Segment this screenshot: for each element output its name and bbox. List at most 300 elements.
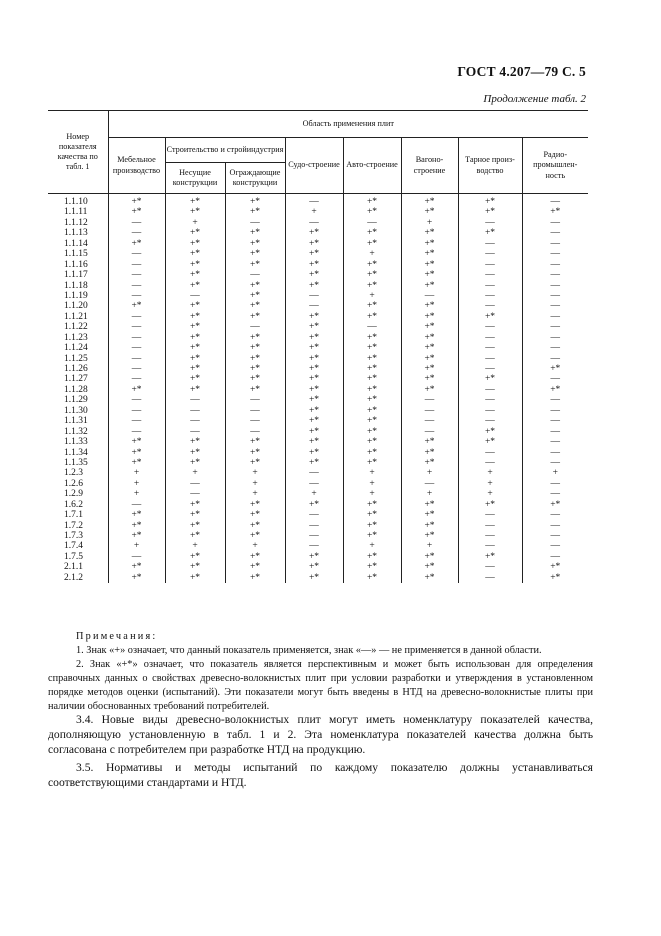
- table-cell: —: [401, 416, 458, 426]
- table-cell: —: [108, 364, 165, 374]
- table-cell: +*: [225, 500, 285, 510]
- table-cell: +*: [401, 364, 458, 374]
- table-cell: +*: [343, 239, 401, 249]
- table-cell: —: [522, 291, 588, 301]
- table-cell: +*: [285, 249, 343, 259]
- table-cell: +*: [343, 374, 401, 384]
- table-cell: —: [285, 218, 343, 228]
- table-cell: —: [285, 291, 343, 301]
- table-row: [48, 218, 588, 228]
- table-cell: +*: [225, 249, 285, 259]
- table-cell: —: [522, 531, 588, 541]
- table-cell: —: [165, 395, 225, 405]
- table-cell: —: [165, 427, 225, 437]
- table-cell: +*: [401, 385, 458, 395]
- table-cell: +*: [401, 510, 458, 520]
- table-cell: +*: [165, 458, 225, 468]
- table-cell: +*: [522, 500, 588, 510]
- table-cell: +*: [343, 343, 401, 353]
- table-cell: +*: [343, 427, 401, 437]
- table-cell: —: [458, 364, 522, 374]
- table-cell: —: [522, 218, 588, 228]
- table-cell: +*: [343, 354, 401, 364]
- col-construction-header: Строительство и стройиндустрия: [165, 138, 285, 163]
- table-cell: —: [165, 479, 225, 489]
- page-header: ГОСТ 4.207—79 С. 5: [457, 64, 586, 79]
- table-cell: —: [108, 228, 165, 238]
- table-cell: —: [401, 479, 458, 489]
- table-cell: +: [108, 541, 165, 551]
- table-cell: +*: [343, 194, 401, 208]
- table-cell: +: [343, 489, 401, 499]
- table-cell: +*: [458, 552, 522, 562]
- table-cell: —: [522, 395, 588, 405]
- table-cell: +*: [108, 301, 165, 311]
- row-index-cell: 1.7.1: [64, 510, 83, 521]
- table-cell: +*: [108, 239, 165, 249]
- table-cell: +*: [343, 395, 401, 405]
- table-cell: +*: [285, 573, 343, 583]
- table-cell: +*: [401, 249, 458, 259]
- table-cell: —: [458, 281, 522, 291]
- table-row: [48, 312, 588, 322]
- table-cell: +*: [225, 531, 285, 541]
- table-cell: +*: [401, 301, 458, 311]
- table-cell: +*: [458, 194, 522, 208]
- col-radio-header: Радио-промышлен-ность: [522, 138, 588, 194]
- table-row: [48, 249, 588, 259]
- row-index-cell: 1.1.19: [64, 290, 88, 301]
- table-cell: +*: [165, 281, 225, 291]
- table-cell: —: [522, 260, 588, 270]
- table-cell: —: [343, 218, 401, 228]
- table-cell: —: [343, 322, 401, 332]
- table-row: [48, 500, 588, 510]
- row-index-cell: 1.7.4: [64, 541, 83, 552]
- table-cell: —: [401, 406, 458, 416]
- table-cell: —: [225, 406, 285, 416]
- table-cell: +*: [165, 322, 225, 332]
- table-cell: +*: [522, 573, 588, 583]
- row-index-cell: 1.1.22: [64, 322, 88, 333]
- table-cell: +: [401, 468, 458, 478]
- table-cell: +*: [165, 270, 225, 280]
- col-wagon-header: Вагоно-строение: [401, 138, 458, 194]
- note-2: 2. Знак «+*» означает, что показатель является перспективным и может быть использован для определения справочных данных о свойствах древесно-волокнистых плит при условии разработки и утверждения в установленном порядке методов оценки (испытаний). Эти показатели могут быть введены в НТД на древесно-волокнистые плиты при наличии обоснованных требований потребителей.: [48, 659, 593, 712]
- table-cell: +*: [165, 239, 225, 249]
- table-cell: —: [108, 374, 165, 384]
- table-cell: —: [108, 291, 165, 301]
- table-cell: —: [522, 194, 588, 208]
- table-cell: —: [458, 218, 522, 228]
- row-index-cell: 1.1.23: [64, 332, 88, 343]
- body-paragraphs: [48, 712, 593, 793]
- paragraph-3-4: 3.4. Новые виды древесно-волокнистых плит могут иметь номенклатуру показателей качества, дополняющую установленную в табл. 1 и 2. Эта номенклатура показателей качества должна быть согласована с потребителем при разработке НТД на продукцию.: [48, 713, 593, 756]
- table-cell: —: [285, 468, 343, 478]
- table-cell: +*: [401, 521, 458, 531]
- table-cell: +*: [401, 260, 458, 270]
- table-row: [48, 552, 588, 562]
- table-cell: +*: [225, 552, 285, 562]
- table-cell: +: [108, 479, 165, 489]
- paragraph-3-5: 3.5. Нормативы и методы испытаний по каждому показателю должны устанавливаться соответствующими стандартами и НТД.: [48, 761, 593, 789]
- area-header: Область применения плит: [108, 111, 588, 138]
- table-cell: +*: [343, 437, 401, 447]
- table-cell: +*: [225, 194, 285, 208]
- row-index-cell: 1.1.28: [64, 384, 88, 395]
- table-cell: —: [522, 489, 588, 499]
- table-cell: +*: [401, 343, 458, 353]
- table-cell: +*: [165, 531, 225, 541]
- table-cell: +*: [108, 562, 165, 572]
- table-cell: +*: [343, 260, 401, 270]
- table-cell: —: [165, 291, 225, 301]
- row-index-cell: 1.1.11: [64, 207, 88, 218]
- row-index-cell: 1.1.34: [64, 447, 88, 458]
- table-cell: —: [522, 249, 588, 259]
- table-cell: +*: [165, 552, 225, 562]
- table-cell: —: [458, 573, 522, 583]
- table-row: [48, 270, 588, 280]
- table-cell: +*: [165, 207, 225, 217]
- table-cell: +*: [401, 281, 458, 291]
- table-cell: +*: [343, 552, 401, 562]
- table-cell: +: [458, 468, 522, 478]
- table-cell: +*: [108, 194, 165, 208]
- table-cell: —: [108, 395, 165, 405]
- table-cell: —: [108, 312, 165, 322]
- table-cell: —: [401, 427, 458, 437]
- table-cell: —: [522, 374, 588, 384]
- table-row: [48, 521, 588, 531]
- table-cell: +*: [165, 500, 225, 510]
- table-row: [48, 437, 588, 447]
- col-auto-header: Авто-строение: [343, 138, 401, 194]
- table-cell: —: [108, 354, 165, 364]
- table-cell: +*: [285, 395, 343, 405]
- table-cell: +*: [401, 322, 458, 332]
- row-index-cell: 2.1.1: [64, 562, 83, 573]
- col-enclosing-header: Ограждающие конструкции: [225, 163, 285, 194]
- col-ship-header: Судо-строение: [285, 138, 343, 194]
- table-cell: —: [108, 249, 165, 259]
- table-cell: —: [458, 291, 522, 301]
- table-cell: —: [458, 333, 522, 343]
- table-cell: +*: [458, 312, 522, 322]
- table-cell: —: [522, 541, 588, 551]
- table-cell: —: [458, 385, 522, 395]
- row-index-cell: 1.1.16: [64, 259, 88, 270]
- table-cell: +*: [225, 521, 285, 531]
- table-cell: —: [285, 531, 343, 541]
- table-row: [48, 291, 588, 301]
- table-cell: +: [165, 541, 225, 551]
- table-cell: —: [225, 270, 285, 280]
- table-cell: +*: [108, 437, 165, 447]
- table-cell: +*: [225, 301, 285, 311]
- row-index-cell: 1.1.17: [64, 270, 88, 281]
- notes-title: Примечания:: [76, 631, 158, 642]
- table-cell: +*: [458, 374, 522, 384]
- table-cell: +*: [285, 343, 343, 353]
- table-cell: +*: [225, 333, 285, 343]
- table-row: [48, 406, 588, 416]
- table-cell: —: [458, 562, 522, 572]
- table-cell: —: [225, 416, 285, 426]
- table-cell: +*: [108, 448, 165, 458]
- table-cell: +*: [225, 281, 285, 291]
- table-cell: —: [108, 260, 165, 270]
- table-cell: +*: [225, 385, 285, 395]
- row-index-cell: 1.1.18: [64, 280, 88, 291]
- table-cell: +*: [285, 374, 343, 384]
- table-cell: +*: [285, 427, 343, 437]
- table-cell: —: [522, 270, 588, 280]
- table-cell: +*: [285, 270, 343, 280]
- col-furniture-header: Мебельное производство: [108, 138, 165, 194]
- table-cell: +*: [401, 194, 458, 208]
- table-cell: +*: [165, 521, 225, 531]
- col-index-header: Номер показателя качества по табл. 1: [57, 131, 98, 172]
- table-cell: —: [522, 437, 588, 447]
- table-cell: —: [108, 406, 165, 416]
- table-cell: —: [401, 291, 458, 301]
- table-cell: +: [108, 468, 165, 478]
- table-cell: +*: [285, 228, 343, 238]
- table-cell: +*: [343, 531, 401, 541]
- table-cell: —: [458, 510, 522, 520]
- table-cell: —: [285, 521, 343, 531]
- table-cell: +*: [165, 260, 225, 270]
- table-cell: +: [225, 468, 285, 478]
- table-cell: +*: [285, 281, 343, 291]
- table-cell: +*: [343, 281, 401, 291]
- table-cell: +*: [522, 364, 588, 374]
- table-cell: +*: [343, 573, 401, 583]
- table-cell: +*: [225, 510, 285, 520]
- row-index-cell: 1.6.2: [64, 499, 83, 510]
- table-cell: +: [343, 479, 401, 489]
- table-cell: +*: [225, 374, 285, 384]
- row-index-cell: 1.1.32: [64, 426, 88, 437]
- table-cell: —: [458, 270, 522, 280]
- table-cell: +*: [401, 562, 458, 572]
- row-index-cell: 1.7.3: [64, 531, 83, 541]
- table-cell: +*: [225, 364, 285, 374]
- table-cell: +*: [285, 500, 343, 510]
- table-cell: +*: [165, 228, 225, 238]
- table-cell: +*: [458, 427, 522, 437]
- table-cell: —: [108, 218, 165, 228]
- row-index-cell: 1.1.35: [64, 457, 88, 468]
- table-cell: +*: [225, 343, 285, 353]
- col-tare-header: Тарное произ-водство: [458, 138, 522, 194]
- table-cell: +*: [458, 228, 522, 238]
- table-cell: +*: [285, 312, 343, 322]
- table-cell: —: [522, 343, 588, 353]
- table-cell: +*: [165, 385, 225, 395]
- table-cell: +: [165, 218, 225, 228]
- row-index-cell: 1.2.6: [64, 478, 83, 489]
- table-row: [48, 489, 588, 499]
- table-cell: +*: [343, 458, 401, 468]
- table-cell: —: [458, 239, 522, 249]
- table-cell: —: [108, 322, 165, 332]
- row-index-cell: 2.1.2: [64, 572, 83, 583]
- table-cell: +*: [165, 510, 225, 520]
- table-row: [48, 301, 588, 311]
- table-cell: —: [522, 427, 588, 437]
- table-row: [48, 374, 588, 384]
- table-cell: —: [458, 260, 522, 270]
- table-cell: +*: [401, 312, 458, 322]
- table-cell: —: [458, 249, 522, 259]
- row-index-cell: 1.1.15: [64, 249, 88, 260]
- table-cell: +: [343, 291, 401, 301]
- row-index-cell: 1.7.5: [64, 551, 83, 562]
- table-cell: +: [343, 468, 401, 478]
- table-cell: —: [522, 333, 588, 343]
- table-cell: +*: [165, 301, 225, 311]
- table-row: [48, 322, 588, 332]
- table-cell: +*: [458, 500, 522, 510]
- table-row: [48, 239, 588, 249]
- table-row: [48, 562, 588, 572]
- table-cell: +: [285, 207, 343, 217]
- table-row: [48, 531, 588, 541]
- table-cell: +: [285, 489, 343, 499]
- table-cell: +*: [343, 207, 401, 217]
- table-cell: +*: [343, 301, 401, 311]
- table-cell: +*: [165, 194, 225, 208]
- row-index-cell: 1.1.10: [64, 197, 88, 207]
- table-cell: —: [165, 406, 225, 416]
- col-bearing-header: Несущие конструкции: [165, 163, 225, 194]
- table-row: [48, 458, 588, 468]
- table-row: [48, 479, 588, 489]
- table-cell: —: [285, 479, 343, 489]
- table-cell: —: [458, 416, 522, 426]
- table-cell: +*: [225, 312, 285, 322]
- note-1: 1. Знак «+» означает, что данный показатель применяется, знак «—» — не применяется в данной области.: [76, 645, 542, 656]
- table-cell: +*: [165, 364, 225, 374]
- row-index-cell: 1.1.21: [64, 311, 88, 322]
- row-index-cell: 1.1.24: [64, 343, 88, 354]
- table-cell: —: [458, 322, 522, 332]
- table-cell: —: [522, 228, 588, 238]
- table-cell: +: [108, 489, 165, 499]
- table-row: [48, 573, 588, 583]
- table-cell: +*: [343, 333, 401, 343]
- row-index-cell: 1.1.14: [64, 238, 88, 249]
- applicability-table: [48, 110, 588, 583]
- table-cell: —: [522, 239, 588, 249]
- table-cell: +*: [108, 385, 165, 395]
- table-cell: —: [458, 458, 522, 468]
- table-cell: +*: [225, 573, 285, 583]
- table-cell: +*: [285, 333, 343, 343]
- table-cell: +*: [285, 406, 343, 416]
- table-cell: +*: [343, 416, 401, 426]
- table-cell: —: [522, 552, 588, 562]
- table-cell: —: [108, 281, 165, 291]
- table-cell: +*: [285, 562, 343, 572]
- table-cell: —: [522, 312, 588, 322]
- table-cell: +*: [401, 354, 458, 364]
- table-cell: —: [522, 448, 588, 458]
- table-row: [48, 228, 588, 238]
- table-cell: +: [343, 249, 401, 259]
- table-cell: —: [225, 218, 285, 228]
- table-cell: —: [285, 301, 343, 311]
- table-row: [48, 385, 588, 395]
- table-cell: +*: [401, 573, 458, 583]
- table-cell: —: [522, 354, 588, 364]
- table-cell: +*: [108, 531, 165, 541]
- table-cell: +: [225, 489, 285, 499]
- table-row: [48, 364, 588, 374]
- table-cell: +*: [401, 500, 458, 510]
- table-cell: +*: [108, 573, 165, 583]
- table-cell: +*: [343, 312, 401, 322]
- table-cell: —: [285, 510, 343, 520]
- table-cell: +*: [285, 260, 343, 270]
- table-cell: —: [458, 541, 522, 551]
- table-cell: +*: [225, 239, 285, 249]
- table-row: [48, 427, 588, 437]
- table-cell: +*: [522, 385, 588, 395]
- table-cell: +*: [285, 354, 343, 364]
- table-cell: +*: [401, 333, 458, 343]
- row-index-cell: 1.2.3: [64, 468, 83, 479]
- table-cell: —: [285, 541, 343, 551]
- row-index-cell: 1.1.33: [64, 437, 88, 448]
- table-cell: —: [522, 479, 588, 489]
- table-cell: +*: [165, 343, 225, 353]
- table-cell: +*: [165, 333, 225, 343]
- table-cell: —: [165, 489, 225, 499]
- table-cell: —: [522, 281, 588, 291]
- table-cell: +*: [343, 510, 401, 520]
- table-cell: —: [225, 427, 285, 437]
- table-cell: —: [522, 521, 588, 531]
- table-cell: +*: [343, 562, 401, 572]
- table-cell: —: [108, 500, 165, 510]
- row-index-cell: 1.1.26: [64, 364, 88, 374]
- row-index-cell: 1.1.31: [64, 416, 88, 427]
- table-cell: +*: [108, 458, 165, 468]
- table-cell: +*: [285, 239, 343, 249]
- table-cell: —: [108, 416, 165, 426]
- table-cell: +*: [401, 448, 458, 458]
- table-cell: +*: [225, 291, 285, 301]
- table-cell: +*: [401, 239, 458, 249]
- table-cell: +*: [285, 416, 343, 426]
- table-cell: —: [108, 427, 165, 437]
- table-cell: +*: [343, 228, 401, 238]
- table-cell: +*: [401, 270, 458, 280]
- table-cell: +*: [165, 437, 225, 447]
- table-cell: +*: [401, 552, 458, 562]
- table-cell: —: [458, 521, 522, 531]
- table-cell: +: [165, 468, 225, 478]
- table-cell: +: [458, 489, 522, 499]
- table-cell: +: [401, 218, 458, 228]
- table-cell: +*: [458, 437, 522, 447]
- table-cell: +: [522, 468, 588, 478]
- table-cell: +*: [165, 354, 225, 364]
- table-cell: +: [343, 541, 401, 551]
